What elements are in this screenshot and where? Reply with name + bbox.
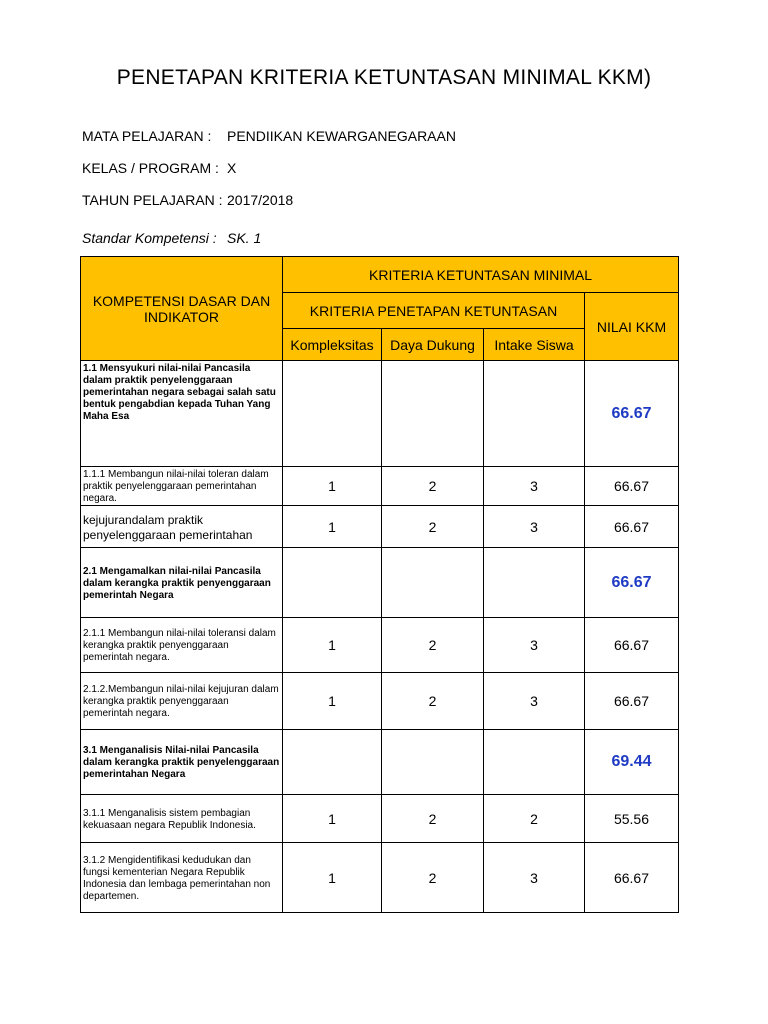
- row-intake: [484, 730, 585, 795]
- row-nilai: 66.67: [585, 506, 679, 548]
- row-daya: 2: [382, 795, 484, 843]
- table-row: [81, 361, 679, 467]
- row-kd: 3.1.2 Mengidentifikasi kedudukan dan fungsi kementerian Negara Republik Indonesia dan lembaga pemerintahan non departemen.: [81, 843, 283, 913]
- header-kompleksitas: Kompleksitas: [283, 329, 382, 361]
- row-nilai: 66.67: [585, 548, 679, 618]
- row-kompleksitas: 1: [283, 843, 382, 913]
- row-daya: 2: [382, 506, 484, 548]
- row-nilai: 66.67: [585, 843, 679, 913]
- table-row: [81, 730, 679, 795]
- row-kd: 2.1.1 Membangun nilai-nilai toleransi dalam kerangka praktik penyenggaraan pemerintah negara.: [81, 618, 283, 673]
- row-nilai: 66.67: [585, 361, 679, 467]
- row-daya: [382, 730, 484, 795]
- meta-kelas: [82, 160, 236, 176]
- meta-sk: [82, 230, 261, 246]
- kelas-value: X: [227, 160, 237, 176]
- page-title: PENETAPAN KRITERIA KETUNTASAN MINIMAL KKM): [116, 66, 652, 89]
- header-intake: Intake Siswa: [484, 329, 585, 361]
- row-kompleksitas: [283, 361, 382, 467]
- row-intake: 3: [484, 843, 585, 913]
- tahun-value: 2017/2018: [227, 192, 294, 208]
- row-intake: 2: [484, 795, 585, 843]
- row-kd: 2.1 Mengamalkan nilai-nilai Pancasila dalam kerangka praktik penyenggaraan pemerintah Negara: [81, 548, 283, 618]
- table-row: [81, 467, 679, 506]
- table-row: [81, 548, 679, 618]
- row-nilai: 66.67: [585, 467, 679, 506]
- row-intake: 3: [484, 467, 585, 506]
- row-daya: 2: [382, 618, 484, 673]
- kkm-table: [80, 256, 679, 913]
- row-nilai: 66.67: [585, 618, 679, 673]
- row-nilai: 66.67: [585, 673, 679, 730]
- row-kompleksitas: 1: [283, 467, 382, 506]
- row-kd: 1.1.1 Membangun nilai-nilai toleran dalam praktik penyelenggaraan pemerintahan negara.: [81, 467, 283, 506]
- table-row: [81, 843, 679, 913]
- row-intake: 3: [484, 506, 585, 548]
- row-kompleksitas: 1: [283, 506, 382, 548]
- row-kd: kejujurandalam praktik penyelenggaraan pemerintahan: [81, 506, 283, 548]
- header-nilai: NILAI KKM: [585, 293, 679, 361]
- table-row: [81, 795, 679, 843]
- row-daya: [382, 548, 484, 618]
- header-kd: KOMPETENSI DASAR DAN INDIKATOR: [81, 257, 283, 361]
- row-daya: [382, 361, 484, 467]
- sk-label: Standar Kompetensi :: [82, 230, 217, 246]
- mapel-label: MATA PELAJARAN :: [82, 128, 212, 144]
- row-nilai: 69.44: [585, 730, 679, 795]
- table-row: [81, 673, 679, 730]
- table-row: [81, 506, 679, 548]
- row-kd: 3.1.1 Menganalisis sistem pembagian kekuasaan negara Republik Indonesia.: [81, 795, 283, 843]
- header-penetapan: KRITERIA PENETAPAN KETUNTASAN: [283, 293, 585, 329]
- row-kd: 1.1 Mensyukuri nilai-nilai Pancasila dalam praktik penyelenggaraan pemerintahan negara sebagai salah satu bentuk pengabdian kepada Tuhan Yang Maha Esa: [81, 361, 283, 467]
- row-kompleksitas: [283, 730, 382, 795]
- row-nilai: 55.56: [585, 795, 679, 843]
- header-kkm: KRITERIA KETUNTASAN MINIMAL: [283, 257, 679, 293]
- row-daya: 2: [382, 673, 484, 730]
- kelas-label: KELAS / PROGRAM :: [82, 160, 219, 176]
- row-intake: 3: [484, 618, 585, 673]
- row-kompleksitas: 1: [283, 673, 382, 730]
- tahun-label: TAHUN PELAJARAN :: [82, 192, 223, 208]
- meta-tahun: [82, 192, 293, 208]
- row-kompleksitas: 1: [283, 795, 382, 843]
- row-intake: [484, 548, 585, 618]
- sk-value: SK. 1: [227, 230, 262, 246]
- row-kompleksitas: [283, 548, 382, 618]
- row-kompleksitas: 1: [283, 618, 382, 673]
- mapel-value: PENDIIKAN KEWARGANEGARAAN: [227, 128, 456, 144]
- row-daya: 2: [382, 843, 484, 913]
- row-intake: [484, 361, 585, 467]
- meta-mapel: [82, 128, 456, 144]
- row-intake: 3: [484, 673, 585, 730]
- row-daya: 2: [382, 467, 484, 506]
- row-kd: 2.1.2.Membangun nilai-nilai kejujuran dalam kerangka praktik penyenggaraan pemerintah negara.: [81, 673, 283, 730]
- table-row: [81, 618, 679, 673]
- row-kd: 3.1 Menganalisis Nilai-nilai Pancasila dalam kerangka praktik penyelenggaraan pemerintahan Negara: [81, 730, 283, 795]
- header-daya: Daya Dukung: [382, 329, 484, 361]
